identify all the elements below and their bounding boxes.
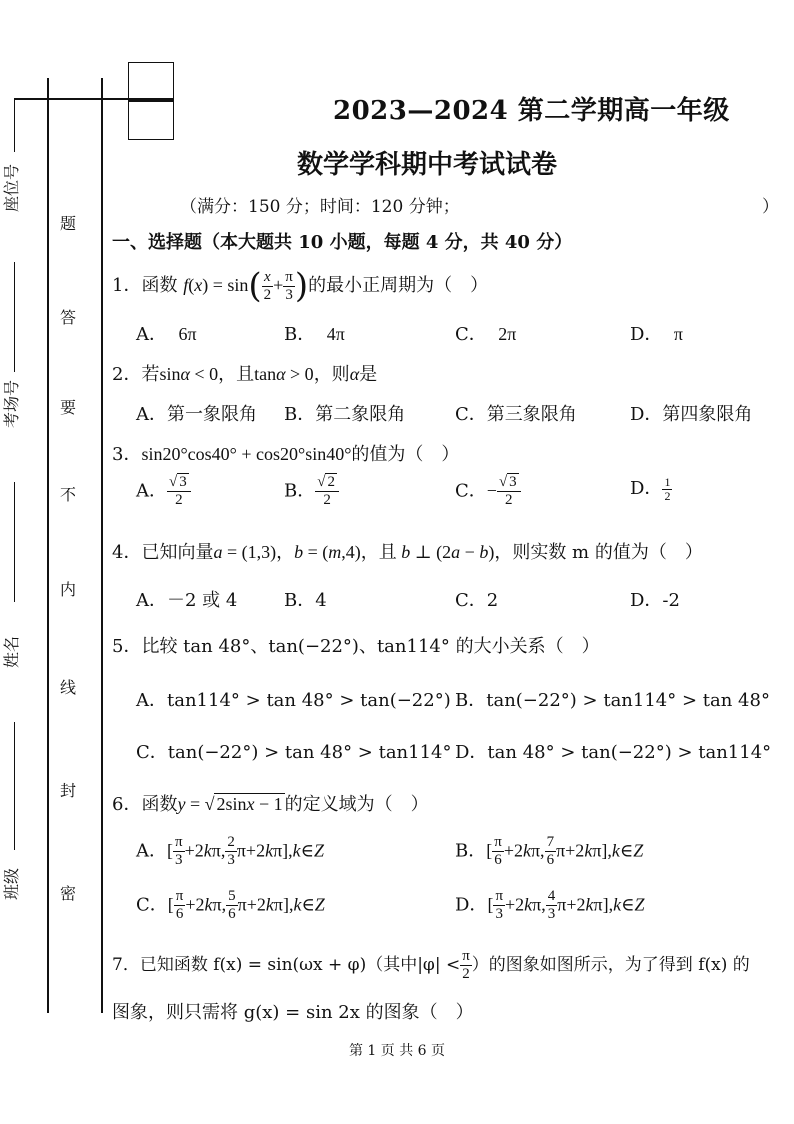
- question-7-line-1: 7．已知函数 f(x) = sin(ωx + φ)（其中|φ| < $\frac{\pi}{2}$ ）的图象如图所示，为了得到 f(x) 的: [112, 948, 750, 982]
- question-6: 6．函数y = √ 2sinx − 1 的定义域为（ ）: [112, 794, 429, 815]
- seat-number-blank[interactable]: [14, 100, 15, 152]
- exam-info-close: ）: [762, 197, 779, 217]
- q1-option-c[interactable]: C． 2π: [455, 324, 517, 345]
- class-blank[interactable]: [14, 722, 15, 850]
- q4-option-d[interactable]: D．-2: [630, 590, 680, 611]
- question-3: 3．sin20°cos40° + cos20°sin40°的值为（ ）: [112, 444, 460, 465]
- q6-option-b[interactable]: B．[ $\frac{\pi}{6}$ +2kπ, $\frac{7}{6}$ π+2kπ],k∈Z: [455, 834, 644, 868]
- q1-option-d[interactable]: D． π: [630, 324, 683, 345]
- page-footer: 第 1 页 共 6 页: [348, 1043, 446, 1059]
- q6-option-d[interactable]: D．[ $\frac{\pi}{3}$ +2kπ, $\frac{4}{3}$ π+2kπ],k∈Z: [455, 888, 645, 922]
- q6-option-a[interactable]: A．[ $\frac{\pi}{3}$ +2kπ, $\frac{2}{3}$ π+2kπ],k∈Z: [136, 834, 325, 868]
- seal-char-4: 不: [60, 485, 77, 504]
- binding-outer-line: [47, 78, 49, 1013]
- q4-option-b[interactable]: B．4: [284, 590, 327, 611]
- q5-option-c[interactable]: C．tan(−22°) > tan 48° > tan114°: [136, 742, 452, 763]
- q1-option-a[interactable]: A． 6π: [136, 324, 197, 345]
- label-name: 姓名: [2, 635, 21, 668]
- q2-option-c[interactable]: C．第三象限角: [455, 404, 577, 425]
- section-heading: 一、选择题（本大题共 10 小题，每题 4 分，共 40 分）: [112, 232, 573, 253]
- seal-char-8: 密: [60, 884, 77, 903]
- seal-char-7: 封: [60, 781, 77, 800]
- name-blank[interactable]: [14, 482, 15, 602]
- q4-option-c[interactable]: C．2: [455, 590, 499, 611]
- question-5: 5．比较 tan 48°、tan(−22°)、tan114° 的大小关系（ ）: [112, 636, 600, 657]
- seal-char-2: 答: [60, 308, 77, 327]
- q5-option-d[interactable]: D．tan 48° > tan(−22°) > tan114°: [455, 742, 772, 763]
- seal-char-1: 题: [60, 214, 77, 233]
- q5-option-b[interactable]: B．tan(−22°) > tan114° > tan 48°: [455, 690, 770, 711]
- label-seat-number: 座位号: [2, 163, 21, 212]
- q1-option-b[interactable]: B． 4π: [284, 324, 345, 345]
- seat-box-divider: [128, 100, 174, 102]
- q6-option-c[interactable]: C．[ $\frac{\pi}{6}$ +2kπ, $\frac{5}{6}$ π+2kπ],k∈Z: [136, 888, 325, 922]
- q2-option-d[interactable]: D．第四象限角: [630, 404, 753, 425]
- question-1: 1．函数 f(x) = sin( $\frac{x}{2}$ + $\frac{\pi}{3}$ )的最小正周期为（ ）: [112, 266, 489, 306]
- exam-room-blank[interactable]: [14, 262, 15, 372]
- binding-inner-line: [101, 78, 103, 1013]
- q3-option-a[interactable]: A． $\frac{√ 3}{2}$: [136, 474, 191, 509]
- exam-info: （满分：150 分；时间：120 分钟；: [180, 197, 460, 217]
- page-title: 2023—2024 第二学期高一年级: [333, 96, 730, 126]
- question-7-line-2: 图象，则只需将 g(x) = sin 2x 的图象（ ）: [112, 1002, 474, 1023]
- seal-char-5: 内: [60, 580, 77, 599]
- seal-char-3: 要: [60, 398, 77, 417]
- q3-option-d[interactable]: D． $\frac{1}{2}$: [630, 474, 671, 503]
- page-subtitle: 数学学科期中考试试卷: [297, 150, 558, 180]
- question-2: 2．若sinα < 0，且tanα > 0，则α是: [112, 364, 378, 385]
- q2-option-b[interactable]: B．第二象限角: [284, 404, 406, 425]
- q3-option-c[interactable]: C．− $\frac{√ 3}{2}$: [455, 474, 521, 509]
- label-class: 班级: [2, 867, 21, 900]
- question-4: 4．已知向量a = (1,3)，b = (m,4)，且 b ⊥ (2a − b)，则实数 m 的值为（ ）: [112, 542, 703, 563]
- q3-option-b[interactable]: B． $\frac{√ 2}{2}$: [284, 474, 339, 509]
- q5-option-a[interactable]: A．tan114° > tan 48° > tan(−22°): [136, 690, 451, 711]
- q2-option-a[interactable]: A．第一象限角: [136, 404, 257, 425]
- seal-char-6: 线: [60, 678, 77, 697]
- q4-option-a[interactable]: A．－2 或 4: [136, 590, 238, 611]
- label-exam-room: 考场号: [2, 379, 21, 428]
